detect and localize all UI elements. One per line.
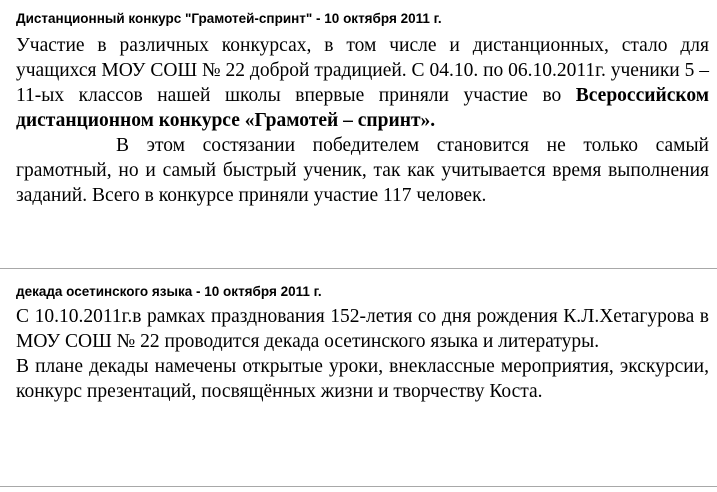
news-paragraph: В этом состязании победителем становится не только самый грамотный, но и самый быстрый ученик, так как учитывается время выполнения заданий. Всего в конкурсе приняли участие 117 человек. [16,135,709,206]
news-title[interactable]: декада осетинского языка - 10 октября 2011 г. [16,284,322,299]
paragraph-text: Участие в различных конкурсах, в том числе и дистанционных, стало для учащихся МОУ СОШ № 22 доброй традицией. С 04.10. по 06.10.2011г. ученики 5 – 11-ых классов нашей школы впервые приняли участие во [16,35,709,106]
news-body [16,304,709,404]
divider [0,486,717,487]
divider [0,268,717,269]
news-body [16,33,709,208]
news-paragraph: В плане декады намечены открытые уроки, внеклассные мероприятия, экскурсии, конкурс презентаций, посвящённых жизни и творчеству Коста. [16,356,709,402]
news-paragraph: С 10.10.2011г.в рамках празднования 152-летия со дня рождения К.Л.Хетагурова в МОУ СОШ № 22 проводится декада осетинского языка и литературы. [16,306,709,352]
news-title[interactable]: Дистанционный конкурс "Грамотей-спринт" - 10 октября 2011 г. [16,11,442,26]
contest-name: Всероссийском дистанционном конкурсе «Грамотей – спринт». [16,85,709,131]
news-paragraph [16,33,709,133]
